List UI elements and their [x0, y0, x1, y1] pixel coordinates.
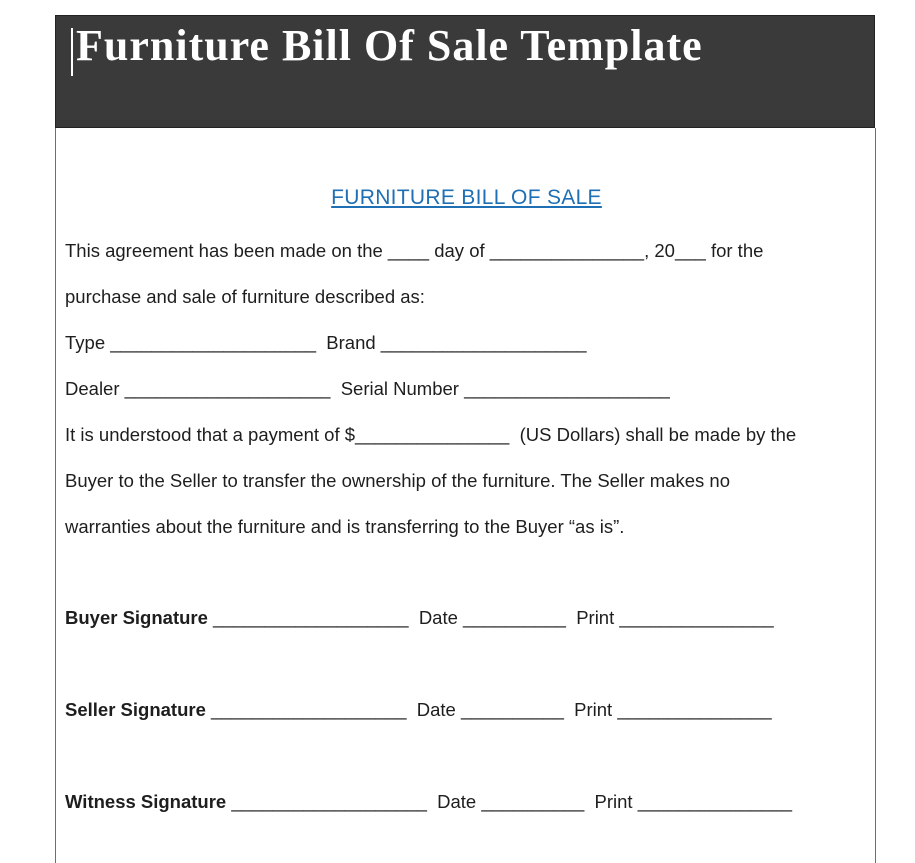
agreement-date-line: This agreement has been made on the ____ day of _______________, 20___ for the: [65, 240, 764, 261]
witness-signature-line: [65, 791, 792, 813]
seller-signature-fields: ___________________ Date __________ Print _______________: [205, 699, 772, 720]
payment-line: It is understood that a payment of $_______________ (US Dollars) shall be made by the: [65, 424, 797, 445]
banner-title: Furniture Bill Of Sale Template: [76, 21, 703, 70]
witness-signature-fields: ___________________ Date __________ Print _______________: [226, 791, 793, 812]
document-page: [55, 128, 876, 863]
witness-signature-label: Witness Signature: [65, 791, 227, 812]
seller-signature-label: Seller Signature: [65, 699, 206, 720]
dealer-serial-line: Dealer ____________________ Serial Number ____________________: [65, 378, 670, 399]
text-cursor: [71, 28, 73, 76]
warranty-line: warranties about the furniture and is transferring to the Buyer “as is”.: [65, 516, 625, 537]
seller-signature-line: [65, 699, 772, 721]
purchase-description-line: purchase and sale of furniture described as:: [65, 286, 425, 307]
buyer-signature-label: Buyer Signature: [65, 607, 208, 628]
buyer-signature-line: [65, 607, 774, 629]
title-banner: [55, 15, 875, 128]
type-brand-line: Type ____________________ Brand ____________________: [65, 332, 587, 353]
document-heading: FURNITURE BILL OF SALE: [331, 186, 602, 209]
buyer-signature-fields: ___________________ Date __________ Print _______________: [207, 607, 774, 628]
ownership-transfer-line: Buyer to the Seller to transfer the ownership of the furniture. The Seller makes no: [65, 470, 730, 491]
